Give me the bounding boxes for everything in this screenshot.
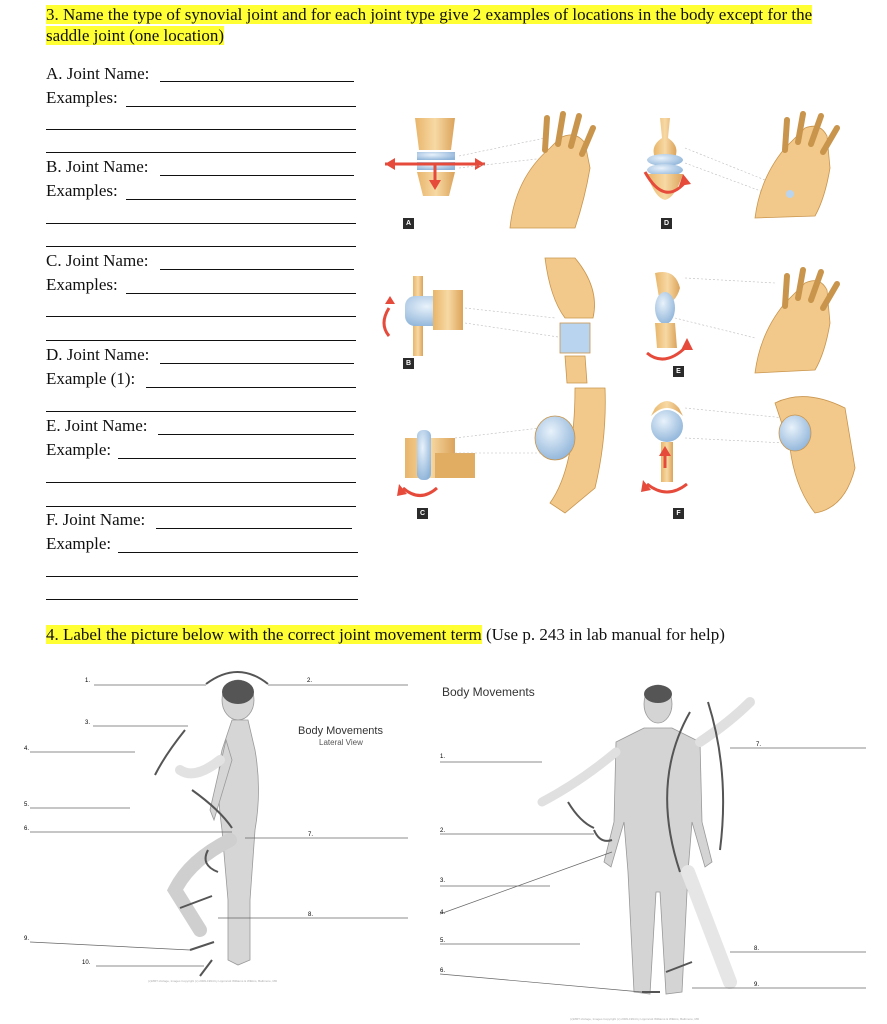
anterior-number-2: 2. [440, 828, 446, 834]
row-c-examples [46, 275, 118, 295]
answer-line-b-ex1[interactable] [126, 199, 356, 200]
shoulder-f-illustration [775, 397, 855, 513]
row-e-example [46, 440, 111, 460]
lateral-number-4: 4. [24, 746, 30, 752]
answer-line-e-ex2[interactable] [46, 482, 356, 483]
letter-d: D. [46, 345, 63, 364]
answer-line-d-ex1[interactable] [146, 387, 356, 388]
letter-a: A. [46, 64, 63, 83]
lateral-number-3: 3. [85, 720, 91, 726]
row-e-joint-name [46, 416, 148, 436]
question-4-rest: (Use p. 243 in lab manual for help) [481, 625, 725, 644]
anterior-ghost-arm [700, 702, 750, 742]
examples-label-b: Examples: [46, 181, 118, 200]
answer-line-e-ex3[interactable] [46, 506, 356, 507]
figure-letter-c: C [417, 508, 428, 519]
examples-label-a: Examples: [46, 88, 118, 107]
figure-letter-f: F [673, 508, 684, 519]
lateral-body-figure [210, 680, 259, 965]
answer-line-f-ex3[interactable] [46, 599, 358, 600]
answer-line-c-ex3[interactable] [46, 340, 356, 341]
lateral-number-2: 2. [307, 678, 313, 684]
row-f-joint-name [46, 510, 145, 530]
answer-line-b-name[interactable] [160, 175, 354, 176]
joint-name-label-d: Joint Name: [66, 345, 150, 364]
example-label-f: Example: [46, 534, 112, 553]
anterior-number-8: 8. [754, 946, 760, 952]
anterior-ghost-left-arm [542, 752, 616, 802]
joint-b-pivot [384, 276, 565, 356]
lateral-number-8: 8. [308, 912, 314, 918]
anterior-number-1: 1. [440, 754, 446, 760]
row-c-joint-name [46, 251, 148, 271]
answer-line-c-name[interactable] [160, 269, 354, 270]
lateral-ghost-leg [175, 840, 230, 930]
joint-e-condyloid [647, 272, 775, 359]
joint-name-label-f: Joint Name: [62, 510, 146, 529]
answer-line-c-ex1[interactable] [126, 293, 356, 294]
lateral-number-7: 7. [308, 832, 314, 838]
hand-d-illustration [755, 114, 837, 218]
row-a-joint-name [46, 64, 149, 84]
figure-letter-e: E [673, 366, 684, 377]
anterior-title: Body Movements [442, 685, 535, 699]
question-4-highlighted: 4. Label the picture below with the correct joint movement term [46, 625, 482, 644]
hand-a-illustration [510, 114, 593, 228]
figure-letter-a: A [403, 218, 414, 229]
lateral-copyright: (c)MRT-Vorlage, Images Copyright (c) 2009-1994 by Lippincott Williams & Wilkins, Baltimore, MD [148, 979, 278, 983]
question-3-prompt [46, 4, 836, 46]
question-4-prompt [46, 624, 866, 646]
answer-line-a-ex1[interactable] [126, 106, 356, 107]
joint-name-label-e: Joint Name: [64, 416, 148, 435]
letter-e: E. [46, 416, 61, 435]
anterior-number-5: 5. [440, 938, 446, 944]
elbow-b-illustration [545, 258, 595, 383]
letter-c: C. [46, 251, 62, 270]
answer-line-e-ex1[interactable] [118, 458, 356, 459]
answer-line-d-name[interactable] [160, 363, 354, 364]
anterior-number-9: 9. [754, 982, 760, 988]
row-a-examples [46, 88, 118, 108]
row-d-examples [46, 369, 135, 389]
joint-name-label-a: Joint Name: [66, 64, 150, 83]
lateral-number-6: 6. [24, 826, 30, 832]
lateral-number-5: 5. [24, 802, 30, 808]
anterior-copyright: (c)MRT-Vorlage, Images Copyright (c) 2009-1994 by Lippincott Williams & Wilkins, Baltimore, MD [570, 1017, 700, 1021]
lateral-subtitle: Lateral View [319, 738, 363, 747]
examples-label-c: Examples: [46, 275, 118, 294]
answer-line-c-ex2[interactable] [46, 316, 356, 317]
lateral-ghost-arm [180, 760, 220, 773]
anterior-body-figure [604, 685, 712, 994]
elbow-c-illustration [535, 388, 605, 513]
anterior-number-4: 4. [440, 910, 446, 916]
lateral-number-9: 9. [24, 936, 30, 942]
row-b-examples [46, 181, 118, 201]
question-3-text: 3. Name the type of synovial joint and for each joint type give 2 examples of locations in the body except for the saddle joint (one location) [46, 5, 813, 45]
anterior-ghost-leg [688, 872, 730, 982]
letter-b: B. [46, 157, 62, 176]
joint-name-label-b: Joint Name: [65, 157, 149, 176]
joint-c-hinge [397, 428, 540, 496]
answer-line-a-ex3[interactable] [46, 152, 356, 153]
anterior-head-hair [644, 685, 672, 703]
answer-line-f-ex2[interactable] [46, 576, 358, 577]
row-d-joint-name [46, 345, 149, 365]
lateral-number-1: 1. [85, 678, 91, 684]
row-b-joint-name [46, 157, 148, 177]
answer-line-f-name[interactable] [156, 528, 352, 529]
joint-f-ball-socket [641, 401, 785, 492]
example-label-e: Example: [46, 440, 112, 459]
anterior-number-6: 6. [440, 968, 446, 974]
answer-line-e-name[interactable] [158, 434, 354, 435]
answer-line-a-ex2[interactable] [46, 129, 356, 130]
answer-line-d-ex2[interactable] [46, 411, 356, 412]
example-label-d: Example (1): [46, 369, 136, 388]
lateral-view-diagram [0, 660, 420, 990]
answer-line-b-ex3[interactable] [46, 246, 356, 247]
synovial-joint-illustration [375, 108, 865, 528]
figure-letter-b: B [403, 358, 414, 369]
joint-name-label-c: Joint Name: [65, 251, 149, 270]
hand-e-illustration [755, 270, 837, 373]
lateral-number-10: 10. [82, 960, 91, 966]
answer-line-b-ex2[interactable] [46, 223, 356, 224]
answer-line-a-name[interactable] [160, 81, 354, 82]
lateral-head-hair [222, 680, 254, 704]
figure-letter-d: D [661, 218, 672, 229]
lateral-title: Body Movements [298, 725, 383, 737]
row-f-example [46, 534, 111, 554]
anterior-number-3: 3. [440, 878, 446, 884]
joint-a-plane [385, 118, 545, 196]
anterior-view-diagram [430, 672, 870, 1024]
letter-f: F. [46, 510, 59, 529]
anterior-number-7: 7. [756, 742, 762, 748]
answer-line-f-ex1[interactable] [118, 552, 358, 553]
